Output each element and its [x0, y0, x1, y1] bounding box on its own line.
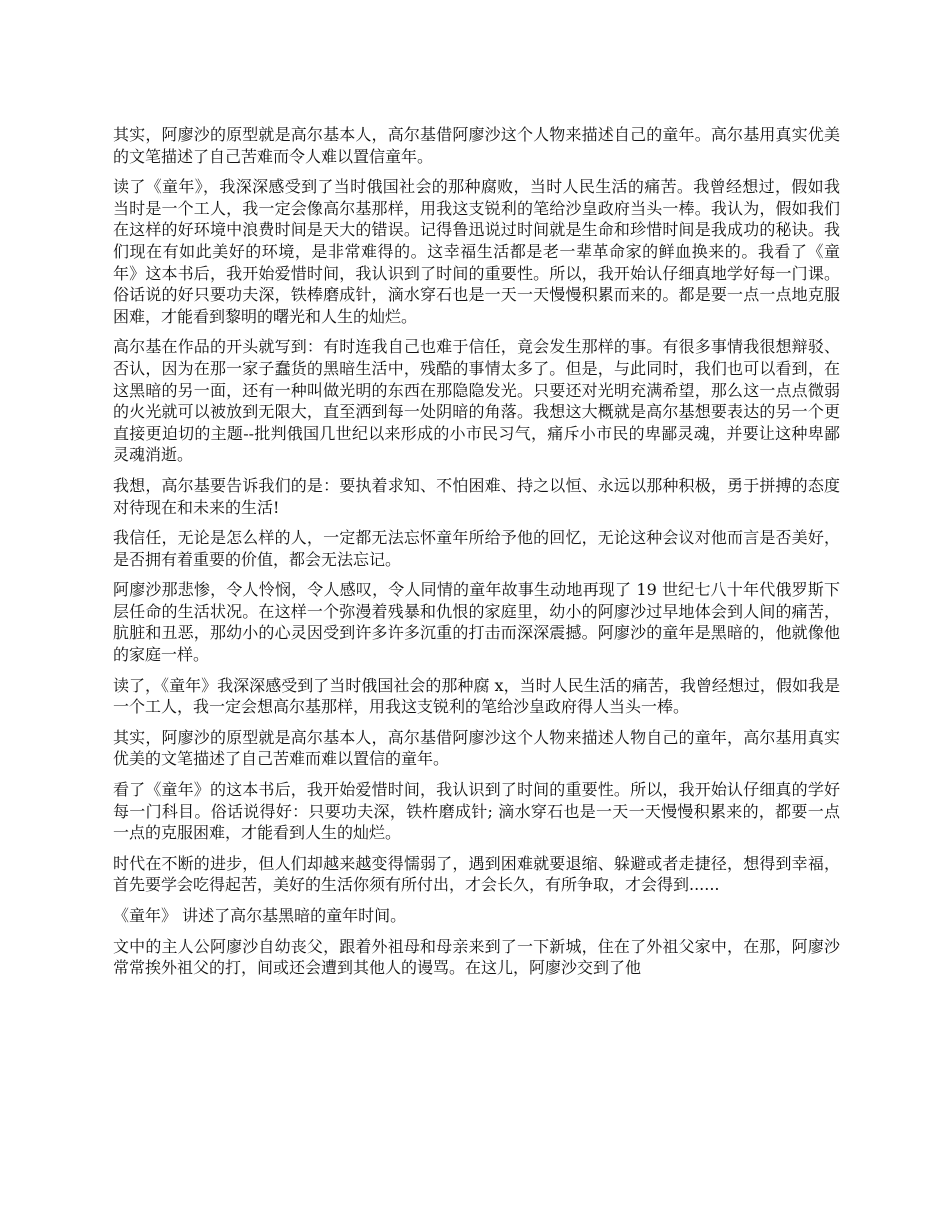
- paragraph-9: 看了《童年》的这本书后，我开始爱惜时间，我认识到了时间的重要性。所以，我开始认仔细真的学好每一门科目。俗话说得好：只要功夫深，铁杵磨成针; 滴水穿石也是一天一天慢慢积累来的，都要一点一点的克服困难，才能看到人生的灿烂。: [113, 780, 840, 843]
- paragraph-10: 时代在不断的进步，但人们却越来越变得懦弱了，遇到困难就要退缩、躲避或者走捷径，想得到幸福，首先要学会吃得起苦，美好的生活你须有所付出，才会长久，有所争取，才会得到......: [113, 853, 840, 895]
- document-body: [113, 124, 840, 988]
- paragraph-11: 《童年》 讲述了高尔基黑暗的童年时间。: [113, 906, 407, 925]
- paragraph-8: 其实，阿廖沙的原型就是高尔基本人，高尔基借阿廖沙这个人物来描述人物自己的童年，高尔基用真实优美的文笔描述了自己苦难而难以置信的童年。: [113, 727, 840, 769]
- paragraph-12: 文中的主人公阿廖沙自幼丧父，跟着外祖母和母亲来到了一下新城，住在了外祖父家中，在那，阿廖沙常常挨外祖父的打，间或还会遭到其他人的谩骂。在这儿，阿廖沙交到了他: [113, 936, 840, 978]
- paragraph-1: 其实，阿廖沙的原型就是高尔基本人，高尔基借阿廖沙这个人物来描述自己的童年。高尔基用真实优美的文笔描述了自己苦难而令人难以置信童年。: [113, 125, 840, 166]
- paragraph-5: 我信任，无论是怎么样的人，一定都无法忘怀童年所给予他的回忆，无论这种会议对他而言是否美好，是否拥有着重要的价值，都会无法忘记。: [113, 528, 840, 569]
- paragraph-6: 阿廖沙那悲惨，令人怜悯，令人感叹，令人同情的童年故事生动地再现了 19 世纪七八十年代俄罗斯下层任命的生活状况。在这样一个弥漫着残暴和仇恨的家庭里，幼小的阿廖沙过早地体会到人间的痛苦，肮脏和丑恶，那幼小的心灵因受到许多许多沉重的打击而深深震撼。阿廖沙的童年是黑暗的，他就像他的家庭一样。: [113, 580, 840, 665]
- paragraph-7: 读了，《童年》我深深感受到了当时俄国社会的那种腐 x，当时人民生活的痛苦，我曾经想过，假如我是一个工人，我一定会想高尔基那样，用我这支锐利的笔给沙皇政府得人当头一棒。: [113, 675, 840, 717]
- paragraph-4: 我想，高尔基要告诉我们的是：要执着求知、不怕困难、持之以恒、永远以那种积极，勇于拼搏的态度对待现在和未来的生活!: [113, 475, 840, 517]
- paragraph-2: 读了《童年》，我深深感受到了当时俄国社会的那种腐败，当时人民生活的痛苦。我曾经想过，假如我当时是一个工人，我一定会像高尔基那样，用我这支锐利的笔给沙皇政府当头一棒。我认为，假如我们在这样的好环境中浪费时间是天大的错误。记得鲁迅说过时间就是生命和珍惜时间是我成功的秘诀。我们现在有如此美好的环境，是非常难得的。这幸福生活都是老一辈革命家的鲜血换来的。我看了《童年》这本书后，我开始爱惜时间，我认识到了时间的重要性。所以，我开始认仔细真地学好每一门课。俗话说的好只要功夫深，铁棒磨成针，滴水穿石也是一天一天慢慢积累而来的。都是要一点一点地克服困难，才能看到黎明的曙光和人生的灿烂。: [113, 177, 840, 326]
- paragraph-3: 高尔基在作品的开头就写到：有时连我自己也难于信任，竟会发生那样的事。有很多事情我很想辩驳、否认，因为在那一家子蠢货的黑暗生活中，残酷的事情太多了。但是，与此同时，我们也可以看到，在这黑暗的另一面，还有一种叫做光明的东西在那隐隐发光。只要还对光明充满希望，那么这一点点微弱的火光就可以被放到无限大，直至洒到每一处阴暗的角落。我想这大概就是高尔基想要表达的另一个更直接更迫切的主题--批判俄国几世纪以来形成的小市民习气，痛斥小市民的卑鄙灵魂，并要让这种卑鄙灵魂消逝。: [113, 337, 840, 465]
